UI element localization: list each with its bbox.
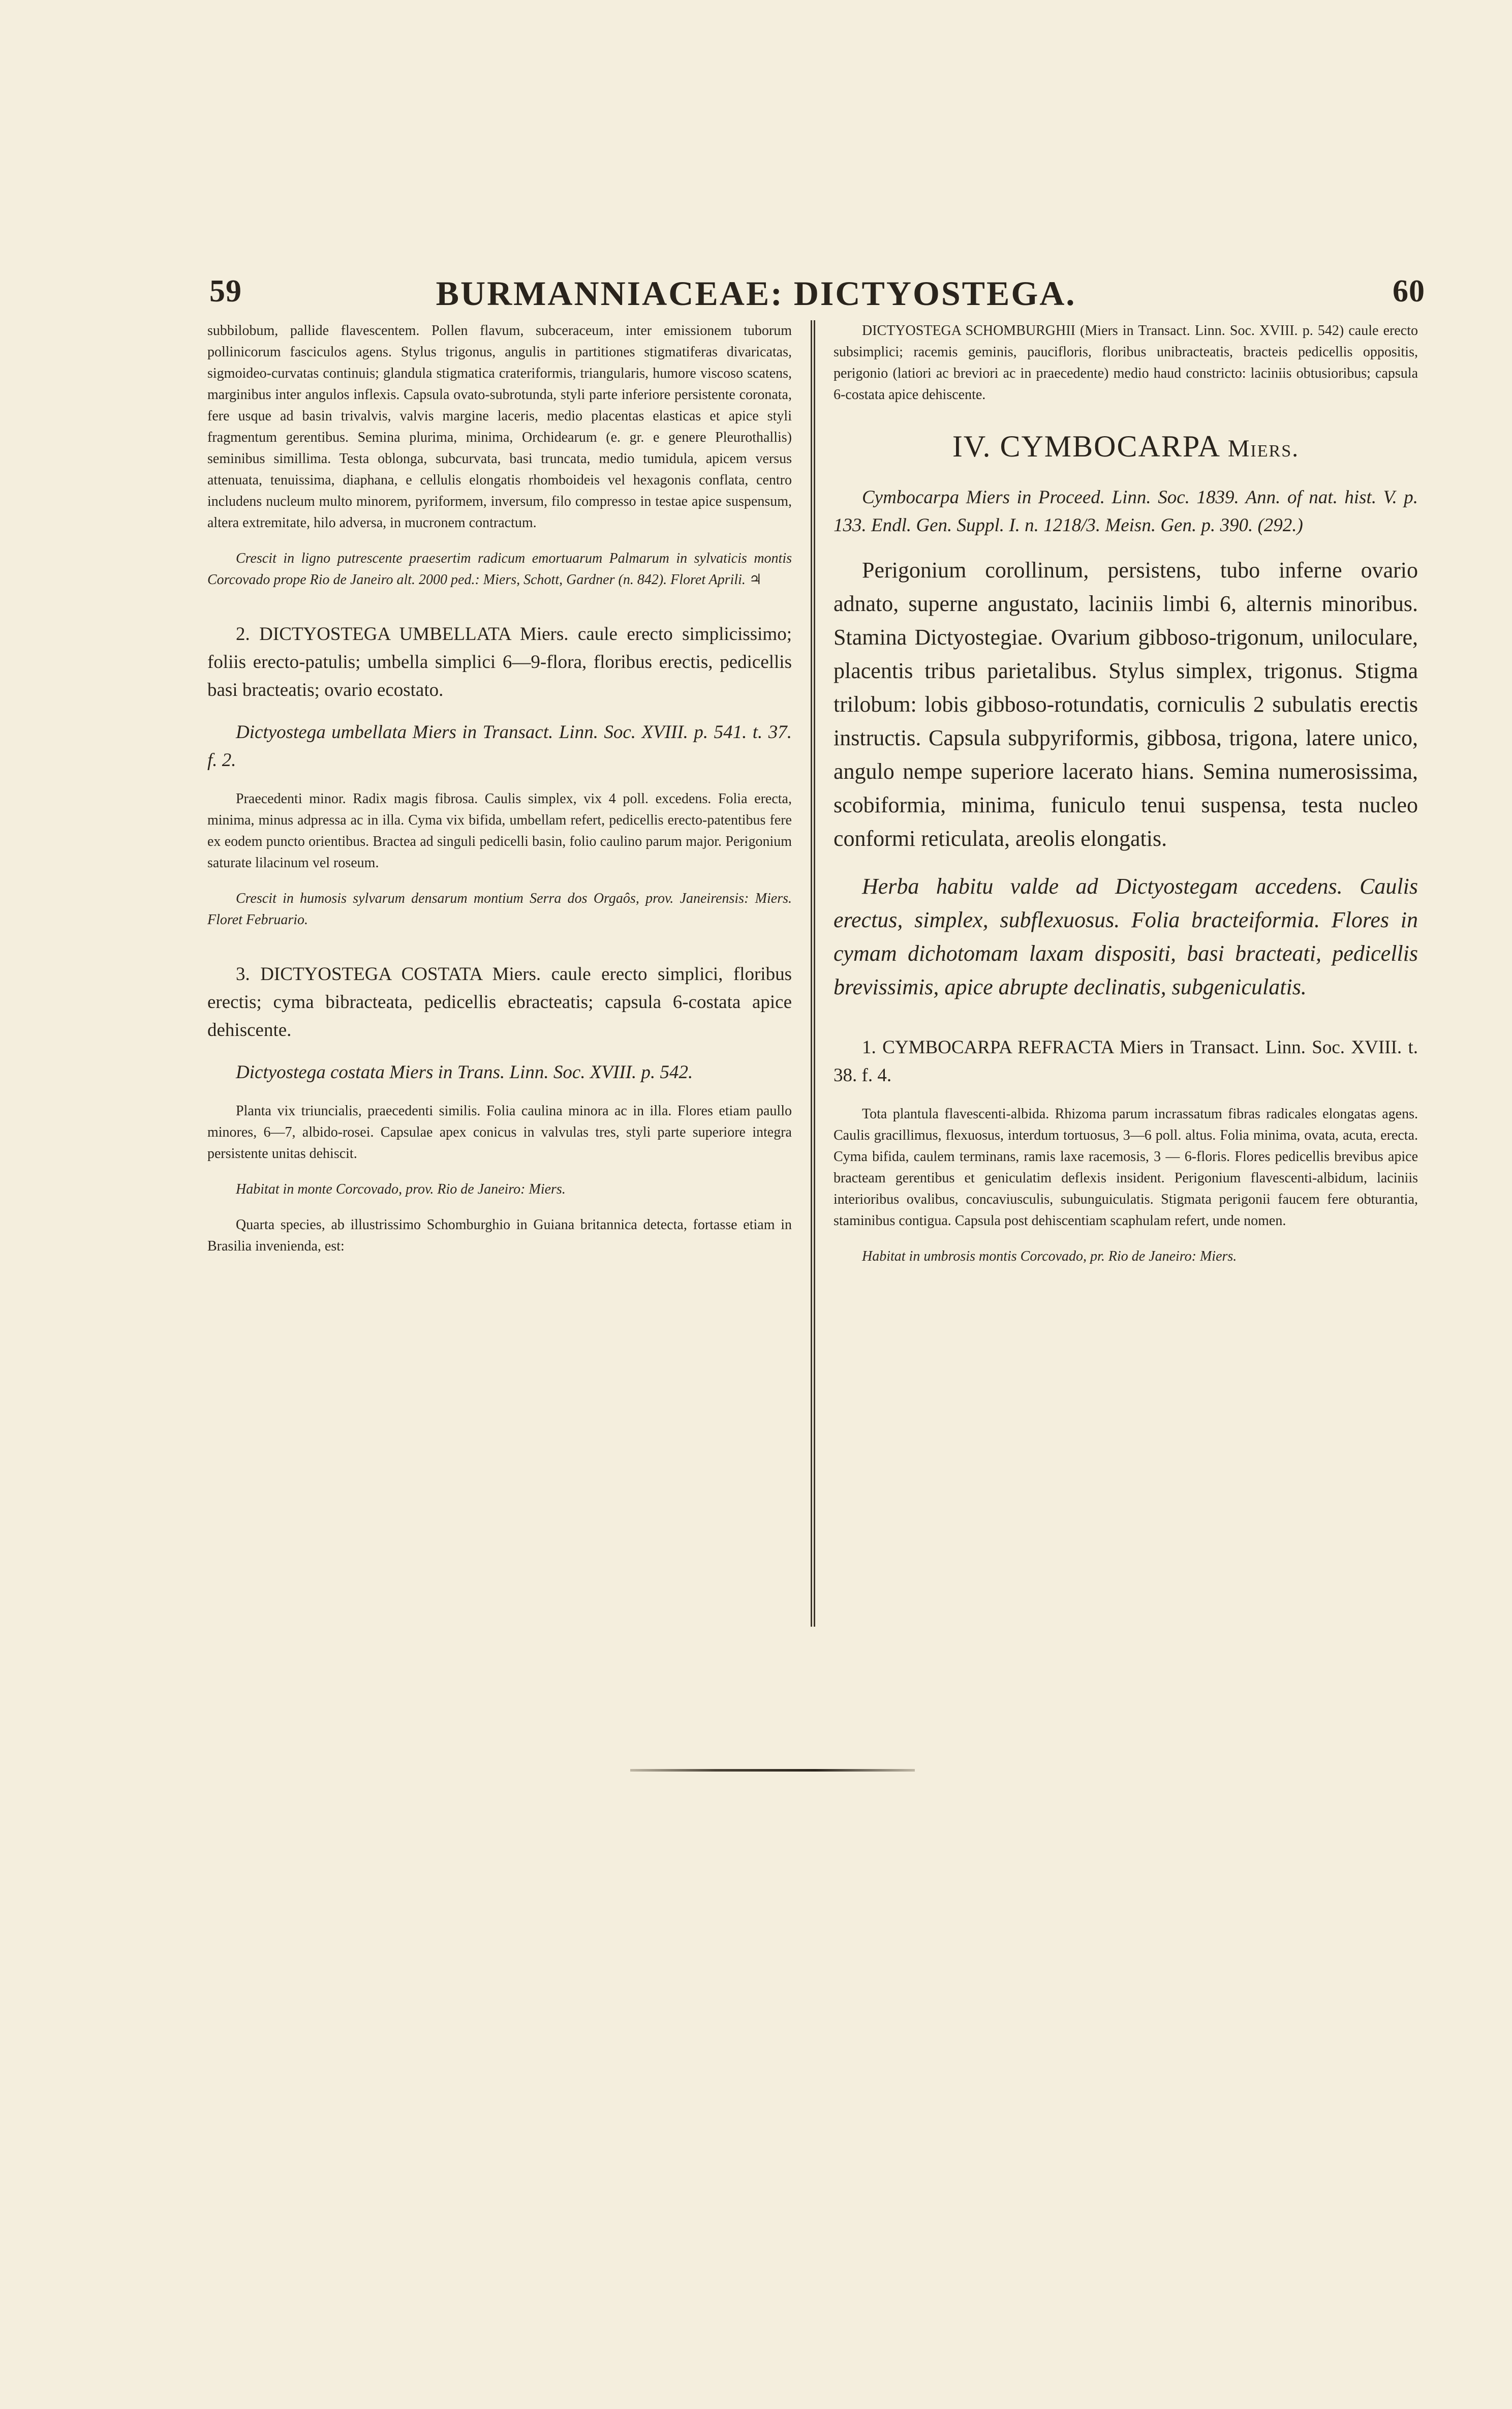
species-diagnosis-umbellata: 2. DICTYOSTEGA UMBELLATA Miers. caule erecto simplicissimo; foliis erecto-patulis; umbella simplici 6—9-flora, floribus erectis, pedicellis basi bracteatis; ovario ecostato. [207,624,792,700]
reference-costata: Dictyostega costata Miers in Trans. Linn. Soc. XVIII. p. 542. [236,1062,693,1083]
genus-description: Perigonium corollinum, persistens, tubo inferne ovario adnato, superne angustato, laciniis limbi 6, alternis minoribus. Stamina Dictyostegiae. Ovarium gibboso-trigonum, uniloculare, placentis tribus parietalibus. Stylus simplex, trigonus. Stigma trilobum: lobis gibboso-rotundatis, corniculis 2 subulatis erectis instructis. Capsula subpyriformis, gibbosa, trigona, latere unico, angulo nempe superiore lacerato hians. Semina numerosissima, scobiformia, minima, funiculo tenui suspensa, testa nucleo conformi reticulata, areolis elongatis. [834,558,1418,851]
page-number-right: 60 [1393,274,1425,309]
species-diagnosis-refracta: 1. CYMBOCARPA REFRACTA Miers in Transact. Linn. Soc. XVIII. t. 38. f. 4. [834,1037,1418,1086]
footer-rule [630,1769,915,1772]
habitat-umbellata: Crescit in humosis sylvarum densarum montium Serra dos Orgaôs, prov. Janeirensis: Miers. Floret Februario. [207,891,792,928]
habitat-refracta: Habitat in umbrosis montis Corcovado, pr. Rio de Janeiro: Miers. [862,1248,1237,1264]
fourth-species-intro: Quarta species, ab illustrissimo Schomburghio in Guiana britannica detecta, fortasse etiam in Brasilia invenienda, est: [207,1217,792,1254]
running-title: BURMANNIACEAE: DICTYOSTEGA. [436,274,1076,313]
habitat-dictyostega-1: Crescit in ligno putrescente praesertim radicum emortuarum Palmarum in sylvaticis montis Corcovado prope Rio de Janeiro alt. 2000 ped.: Miers, Schott, Gardner (n. 842). Floret Aprili. ♃ [207,551,792,588]
description-umbellata: Praecedenti minor. Radix magis fibrosa. Caulis simplex, vix 4 poll. excedens. Folia erecta, minima, minus adpressa ac in illa. Cyma vix bifida, umbellam refert, pedicellis erecto-patentibus fere ex eodem puncto orientibus. Bractea ad singuli pedicelli basin, folio caulino parum major. Perigonium saturate lilacinum vel roseum. [207,791,792,871]
description-continued: subbilobum, pallide flavescentem. Pollen flavum, subceraceum, inter emissionem tuborum pollinicorum fasciculos agens. Stylus trigonus, angulis in partitiones stigmatiferas divaricatas, sigmoideo-curvatas continuis; glandula stigmatica crateriformis, triangularis, humore viscoso scatens, marginibus inter angulos inflexis. Capsula ovato-subrotunda, styli parte inferiore persistente coronata, fere usque ad basin trivalvis, valvis margine laceris, medio placentas elasticas et apice styli fragmentum gerentibus. Semina plurima, minima, Orchidearum (e. gr. e genere Pleurothallis) seminibus simillima. Testa oblonga, subcurvata, basi truncata, medio tumidula, apicem versus attenuata, tenuissima, diaphana, e cellulis elongatis rhomboideis vel hexagonis conflata, centro includens nucleum multo minorem, pyriformem, inversum, filo compresso in testae apice suspensum, altera extremitate, hilo adversa, in mucronem contractum. [207,323,792,531]
description-costata: Planta vix triuncialis, praecedenti similis. Folia caulina minora ac in illa. Flores etiam paullo minores, 6—7, albido-rosei. Capsulae apex conicus in valvulas tres, styli parte superiore integra persistente unitas dehiscit. [207,1103,792,1162]
genus-habit: Herba habitu valde ad Dictyostegam accedens. Caulis erectus, simplex, subflexuosus. Folia bracteiformia. Flores in cymam dichotomam laxam dispositi, basi bracteati, pedicellis brevissimis, apice abrupte declinatis, subgeniculatis. [834,874,1418,999]
description-refracta: Tota plantula flavescenti-albida. Rhizoma parum incrassatum fibras radicales elongatas agens. Caulis gracillimus, flexuosus, interdum tortuosus, 3—6 poll. altus. Folia minima, ovata, acuta, erecta. Cyma bifida, caulem terminans, ramis laxe racemosis, 3 — 6-floris. Flores pedicellis brevibus apice bracteam gerentibus et geniculatim deflexis insident. Perigonium flavescenti-albidum, laciniis interioribus ovalibus, concaviusculis, subunguiculatis. Stigmata perigonii faucem fere obturantia, staminibus contigua. Capsula post dehiscentiam scaphulam refert, unde nomen. [834,1106,1418,1229]
right-column [834,320,1418,1282]
genus-heading [834,426,1418,469]
column-divider [811,320,815,1627]
genus-author: Miers. [1227,435,1300,462]
genus-title: IV. CYMBOCARPA [952,430,1219,463]
page-number-left: 59 [209,274,242,309]
species-schomburghii: DICTYOSTEGA SCHOMBURGHII (Miers in Transact. Linn. Soc. XVIII. p. 542) caule erecto subsimplici; racemis geminis, paucifloris, floribus unibracteatis, bracteis pedicellis oppositis, perigonio (latiori ac breviori ac in praecedente) medio haud constricto: laciniis obtusioribus; capsula 6-costata apice dehiscente. [834,323,1418,403]
reference-umbellata: Dictyostega umbellata Miers in Transact. Linn. Soc. XVIII. p. 541. t. 37. f. 2. [207,722,792,771]
habitat-costata: Habitat in monte Corcovado, prov. Rio de Janeiro: Miers. [236,1181,566,1197]
left-column [207,320,792,1271]
genus-references: Cymbocarpa Miers in Proceed. Linn. Soc. 1839. Ann. of nat. hist. V. p. 133. Endl. Gen. Suppl. I. n. 1218/3. Meisn. Gen. p. 390. (292.) [834,487,1418,536]
species-diagnosis-costata: 3. DICTYOSTEGA COSTATA Miers. caule erecto simplici, floribus erectis; cyma bibracteata, pedicellis ebracteatis; capsula 6-costata apice dehiscente. [207,964,792,1041]
